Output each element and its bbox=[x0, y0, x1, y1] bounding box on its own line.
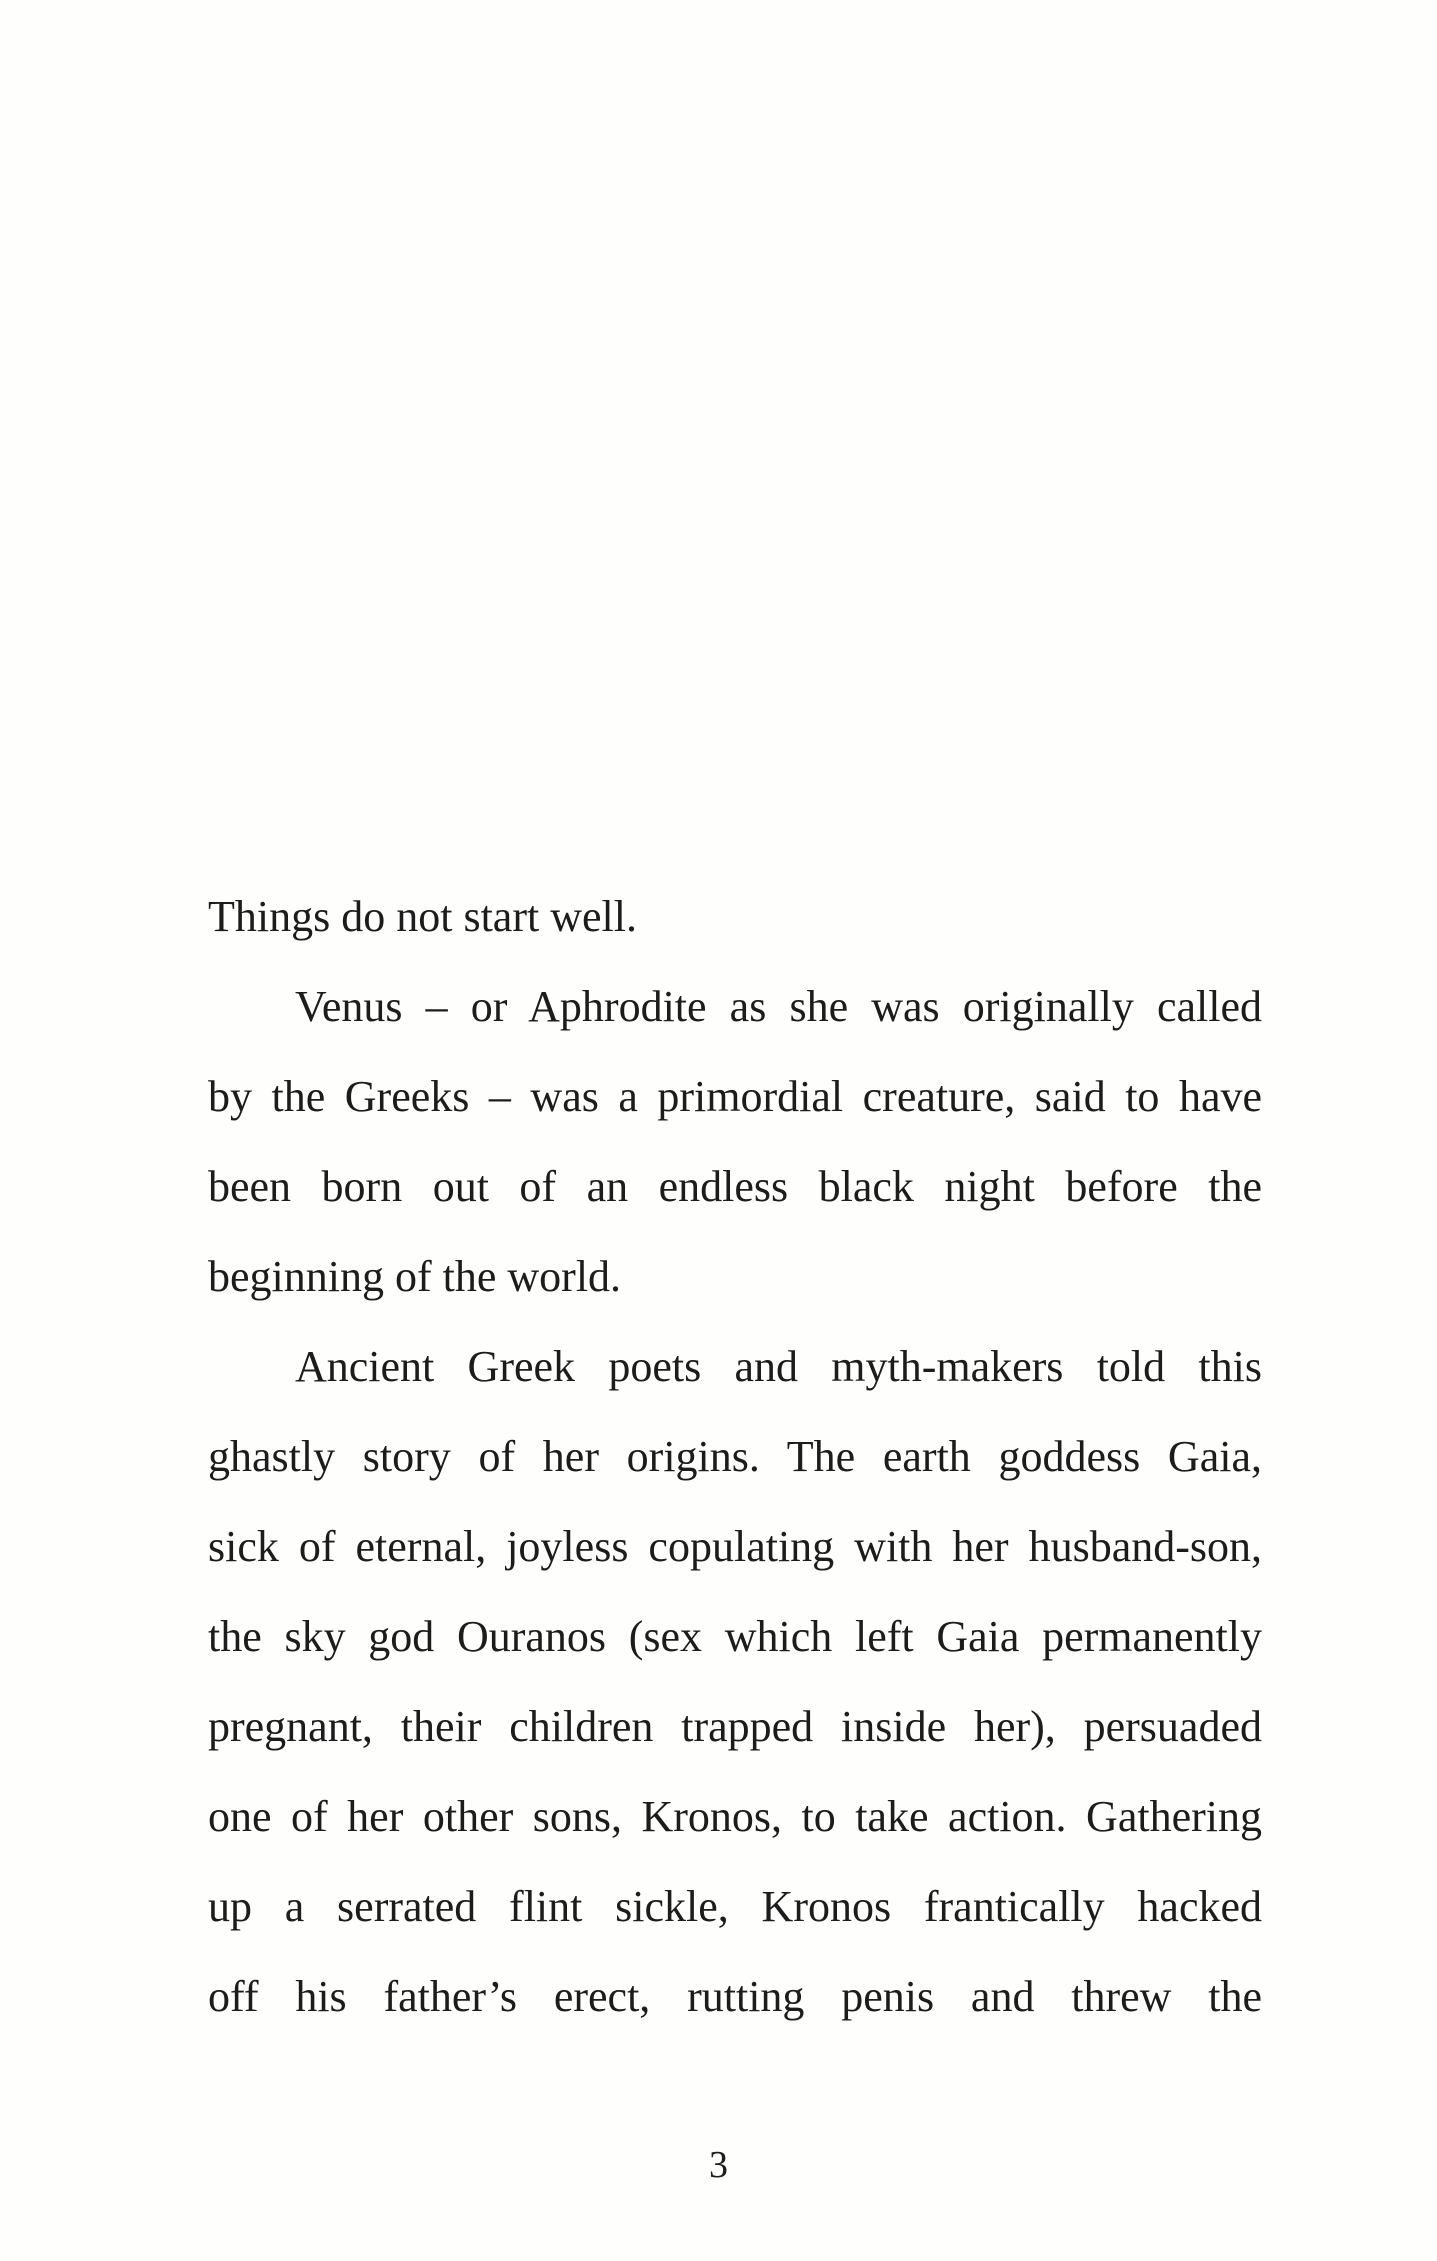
text-line: Things do not start well. bbox=[208, 892, 637, 941]
text-line: Venus – or Aphrodite as she was originally called bbox=[295, 982, 1262, 1031]
text-line: sick of eternal, joyless copulating with her husband-son, bbox=[208, 1522, 1262, 1571]
text-line: by the Greeks – was a primordial creature, said to have bbox=[208, 1072, 1262, 1121]
text-line: up a serrated flint sickle, Kronos frantically hacked bbox=[208, 1882, 1262, 1931]
body-text bbox=[208, 872, 1262, 2042]
text-line: ghastly story of her origins. The earth goddess Gaia, bbox=[208, 1432, 1262, 1481]
text-line: been born out of an endless black night before the bbox=[208, 1162, 1262, 1211]
text-line: off his father’s erect, rutting penis and threw the bbox=[208, 1972, 1262, 2021]
text-line: pregnant, their children trapped inside her), persuaded bbox=[208, 1702, 1262, 1751]
page-number: 3 bbox=[709, 2144, 728, 2186]
text-line: Ancient Greek poets and myth-makers told this bbox=[295, 1342, 1262, 1391]
text-line: one of her other sons, Kronos, to take action. Gathering bbox=[208, 1792, 1262, 1841]
text-line: beginning of the world. bbox=[208, 1252, 622, 1301]
text-line: the sky god Ouranos (sex which left Gaia permanently bbox=[208, 1612, 1262, 1661]
